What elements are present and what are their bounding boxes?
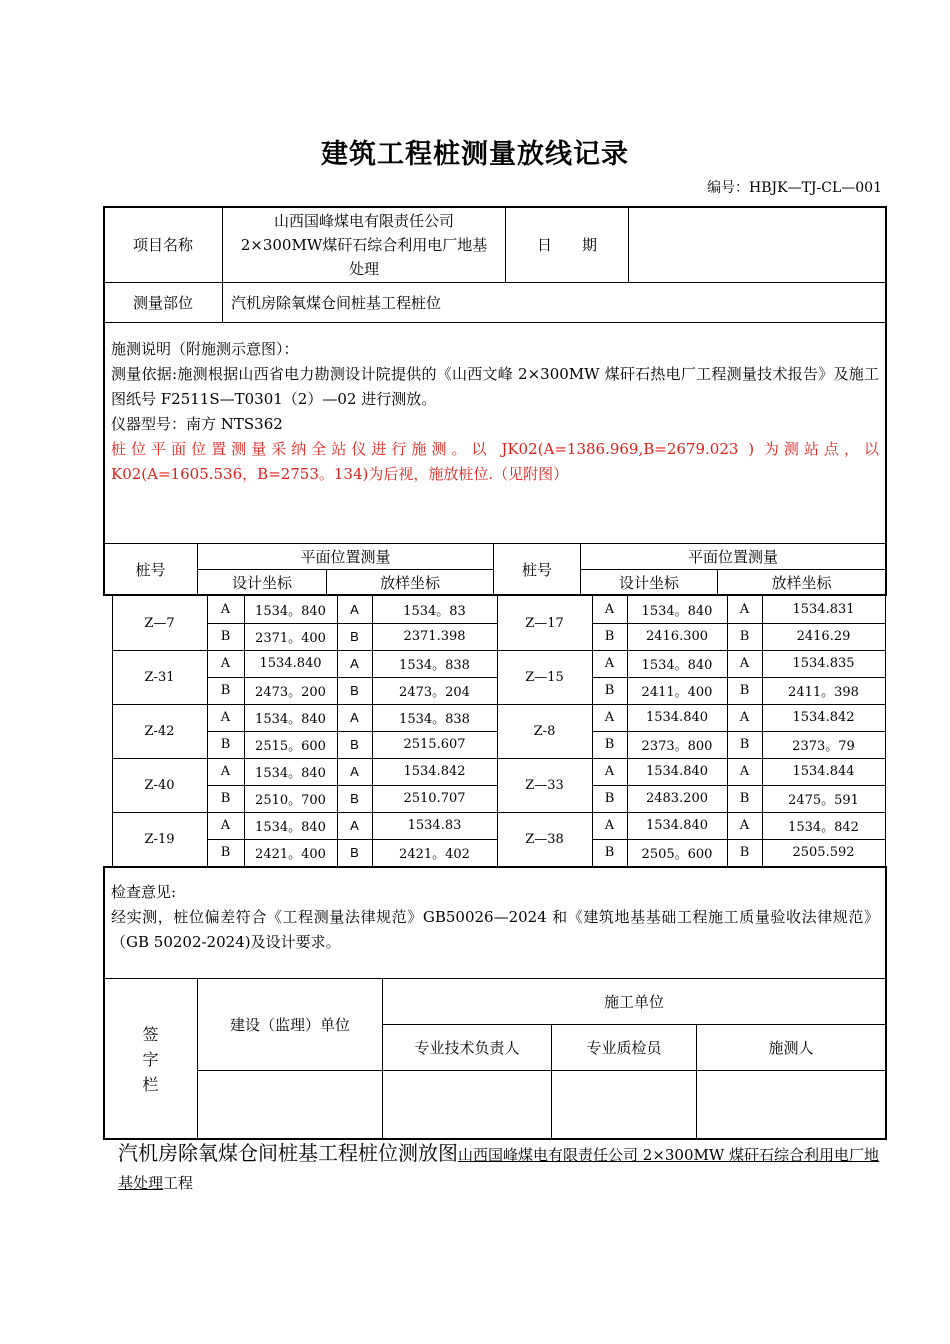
setout-coordinate-a: 1534。83 (403, 604, 466, 619)
project-name-line-2: 2×300MW煤矸石综合利用电厂地基 (240, 235, 488, 254)
owner-unit-label: 建设（监理）单位 (229, 1015, 350, 1034)
notes-heading: 施测说明（附施测示意图）： (111, 340, 299, 358)
setout-coordinate-a: 1534.844 (792, 764, 855, 779)
axis-label-b: B (739, 737, 750, 752)
caption-large: 汽机房除氧煤仓间桩基工程桩位测放图 (118, 1141, 458, 1165)
axis-label-a: A (220, 602, 231, 617)
setout-coordinate-a: 1534.831 (792, 602, 855, 617)
date-label: 日 期 (536, 235, 597, 254)
axis-label-b: B (350, 737, 359, 752)
setout-coordinate-b: 2510.707 (403, 791, 466, 806)
setout-coordinate-b: 2371.398 (403, 629, 466, 644)
design-coordinate-b: 2510。700 (255, 793, 326, 808)
notes-instrument: 仪器型号：南方 NTS362 (111, 415, 283, 433)
design-header-right: 设计坐标 (618, 573, 679, 592)
setout-coordinate-b: 2411。398 (788, 685, 859, 700)
caption-project: 山西国峰煤电有限责任公司 2×300MW 煤矸石综合利用电厂地基处理 (118, 1146, 880, 1192)
axis-label-b: B (739, 683, 750, 698)
axis-label-a: A (350, 710, 359, 725)
plane-header-left: 平面位置测量 (300, 547, 391, 566)
setout-coordinate-a: 1534.842 (792, 710, 855, 725)
axis-label-b: B (350, 791, 359, 806)
design-coordinate-a: 1534。840 (641, 604, 713, 619)
pile-number: Z—38 (525, 831, 564, 847)
axis-label-b: B (220, 845, 231, 860)
axis-label-b: B (604, 737, 615, 752)
axis-label-b: B (739, 629, 750, 644)
document-number: 编号：HBJK—TJ-CL—001 (707, 180, 882, 196)
axis-label-b: B (350, 683, 359, 698)
design-coordinate-a: 1534。840 (255, 820, 326, 835)
design-coordinate-a: 1534。840 (641, 658, 713, 673)
pile-no-header-right: 桩号 (521, 560, 552, 579)
axis-label-a: A (220, 710, 231, 725)
pile-number: Z—7 (144, 615, 175, 631)
design-header-left: 设计坐标 (231, 573, 292, 592)
surveyor-label: 施测人 (768, 1038, 814, 1057)
notes-method: 桩位平面位置测量采纳全站仪进行施测。以 JK02(A=1386.969,B=2679.023 ) 为测站点，以K02(A=1605.536，B=2753。134)为后视，施放桩位.（见附图） (111, 440, 879, 483)
setout-coordinate-b: 2475。591 (788, 793, 859, 808)
location-label: 测量部位 (132, 293, 193, 312)
inspection-section (111, 880, 879, 955)
setout-coordinate-b: 2505.592 (792, 845, 855, 860)
signature-char-1: 签 (142, 1024, 159, 1044)
axis-label-a: A (350, 818, 359, 833)
design-coordinate-b: 2515。600 (255, 739, 326, 754)
axis-label-b: B (604, 683, 615, 698)
setout-coordinate-a: 1534.835 (792, 656, 855, 671)
axis-label-a: A (350, 602, 359, 617)
setout-coordinate-b: 2473。204 (399, 685, 470, 700)
design-coordinate-b: 2371。400 (255, 631, 326, 646)
project-name-line-1: 山西国峰煤电有限责任公司 (273, 211, 454, 230)
design-coordinate-b: 2373。800 (641, 739, 713, 754)
pile-number: Z—17 (525, 615, 564, 631)
pile-number: Z-42 (144, 723, 175, 739)
axis-label-a: A (739, 818, 750, 833)
axis-label-b: B (739, 845, 750, 860)
design-coordinate-a: 1534.840 (645, 818, 709, 833)
axis-label-a: A (220, 818, 231, 833)
location-value: 汽机房除氧煤仓间桩基工程桩位 (231, 293, 442, 312)
axis-label-a: A (604, 764, 615, 779)
inspection-text: 经实测，桩位偏差符合《工程测量法律规范》GB50026—2024 和《建筑地基基础工程施工质量验收法律规范》（GB 50202-2024)及设计要求。 (111, 908, 879, 951)
setout-coordinate-a: 1534.83 (407, 818, 462, 833)
pile-number: Z-19 (144, 831, 175, 847)
design-coordinate-b: 2505。600 (641, 847, 713, 862)
setout-coordinate-b: 2373。79 (792, 739, 855, 754)
axis-label-a: A (739, 764, 750, 779)
project-name-label: 项目名称 (132, 235, 193, 254)
tech-lead-label: 专业技术负责人 (414, 1038, 520, 1057)
axis-label-b: B (604, 791, 615, 806)
axis-label-b: B (220, 629, 231, 644)
pile-number: Z-8 (533, 723, 556, 739)
pile-number: Z—33 (525, 777, 564, 793)
axis-label-b: B (350, 845, 359, 860)
owner-signature-field[interactable] (198, 1071, 382, 1139)
axis-label-a: A (220, 656, 231, 671)
inspection-heading: 检查意见: (111, 883, 177, 901)
design-coordinate-a: 1534。840 (255, 712, 326, 727)
design-coordinate-a: 1534.840 (645, 710, 709, 725)
tech-lead-signature-field[interactable] (383, 1071, 551, 1139)
setout-coordinate-b: 2416.29 (796, 629, 851, 644)
axis-label-a: A (220, 764, 231, 779)
axis-label-a: A (604, 710, 615, 725)
pile-number: Z—15 (525, 669, 564, 685)
design-coordinate-a: 1534.840 (645, 764, 709, 779)
pile-number: Z-40 (144, 777, 175, 793)
axis-label-a: A (604, 818, 615, 833)
date-value[interactable] (629, 207, 885, 282)
qc-label: 专业质检员 (586, 1038, 662, 1057)
setout-coordinate-a: 1534.842 (403, 764, 466, 779)
signature-char-2: 字 (142, 1049, 159, 1069)
design-coordinate-b: 2411。400 (641, 685, 713, 700)
axis-label-a: A (350, 656, 359, 671)
axis-label-b: B (350, 629, 359, 644)
setout-coordinate-a: 1534。838 (399, 658, 470, 673)
pile-no-header-left: 桩号 (135, 560, 166, 579)
setout-coordinate-b: 2515.607 (403, 737, 466, 752)
design-coordinate-b: 2421。400 (255, 847, 326, 862)
design-coordinate-b: 2483.200 (645, 791, 709, 806)
signature-column-label (104, 979, 197, 1139)
axis-label-b: B (220, 791, 231, 806)
setout-header-right: 放样坐标 (771, 573, 832, 592)
page-title: 建筑工程桩测量放线记录 (321, 139, 629, 170)
notes-basis: 测量依据:施测根据山西省电力勘测设计院提供的《山西文峰 2×300MW 煤矸石热电厂工程测量技术报告》及施工图纸号 F2511S—T0301（2）—02 进行测放。 (111, 365, 879, 408)
setout-coordinate-a: 1534。838 (399, 712, 470, 727)
axis-label-b: B (739, 791, 750, 806)
design-coordinate-b: 2473。200 (255, 685, 326, 700)
axis-label-b: B (604, 629, 615, 644)
axis-label-a: A (739, 710, 750, 725)
axis-label-b: B (220, 737, 231, 752)
qc-signature-field[interactable] (552, 1071, 696, 1139)
project-name-line-3: 处理 (348, 259, 379, 278)
design-coordinate-a: 1534.840 (259, 656, 322, 671)
axis-label-a: A (350, 764, 359, 779)
survey-notes (111, 337, 879, 487)
axis-label-a: A (604, 656, 615, 671)
axis-label-b: B (220, 683, 231, 698)
project-name-value (223, 207, 505, 282)
setout-coordinate-b: 2421。402 (399, 847, 470, 862)
setout-header-left: 放样坐标 (379, 573, 440, 592)
figure-caption (118, 1140, 883, 1196)
caption-tail: 工程 (163, 1174, 194, 1192)
design-coordinate-b: 2416.300 (645, 629, 709, 644)
axis-label-b: B (604, 845, 615, 860)
axis-label-a: A (739, 656, 750, 671)
contractor-label: 施工单位 (603, 992, 664, 1011)
design-coordinate-a: 1534。840 (255, 604, 326, 619)
plane-header-right: 平面位置测量 (687, 547, 778, 566)
axis-label-a: A (739, 602, 750, 617)
surveyor-signature-field[interactable] (697, 1071, 885, 1139)
axis-label-a: A (604, 602, 615, 617)
design-coordinate-a: 1534。840 (255, 766, 326, 781)
signature-char-3: 栏 (142, 1074, 159, 1094)
pile-number: Z-31 (144, 669, 175, 685)
setout-coordinate-a: 1534。842 (788, 820, 859, 835)
